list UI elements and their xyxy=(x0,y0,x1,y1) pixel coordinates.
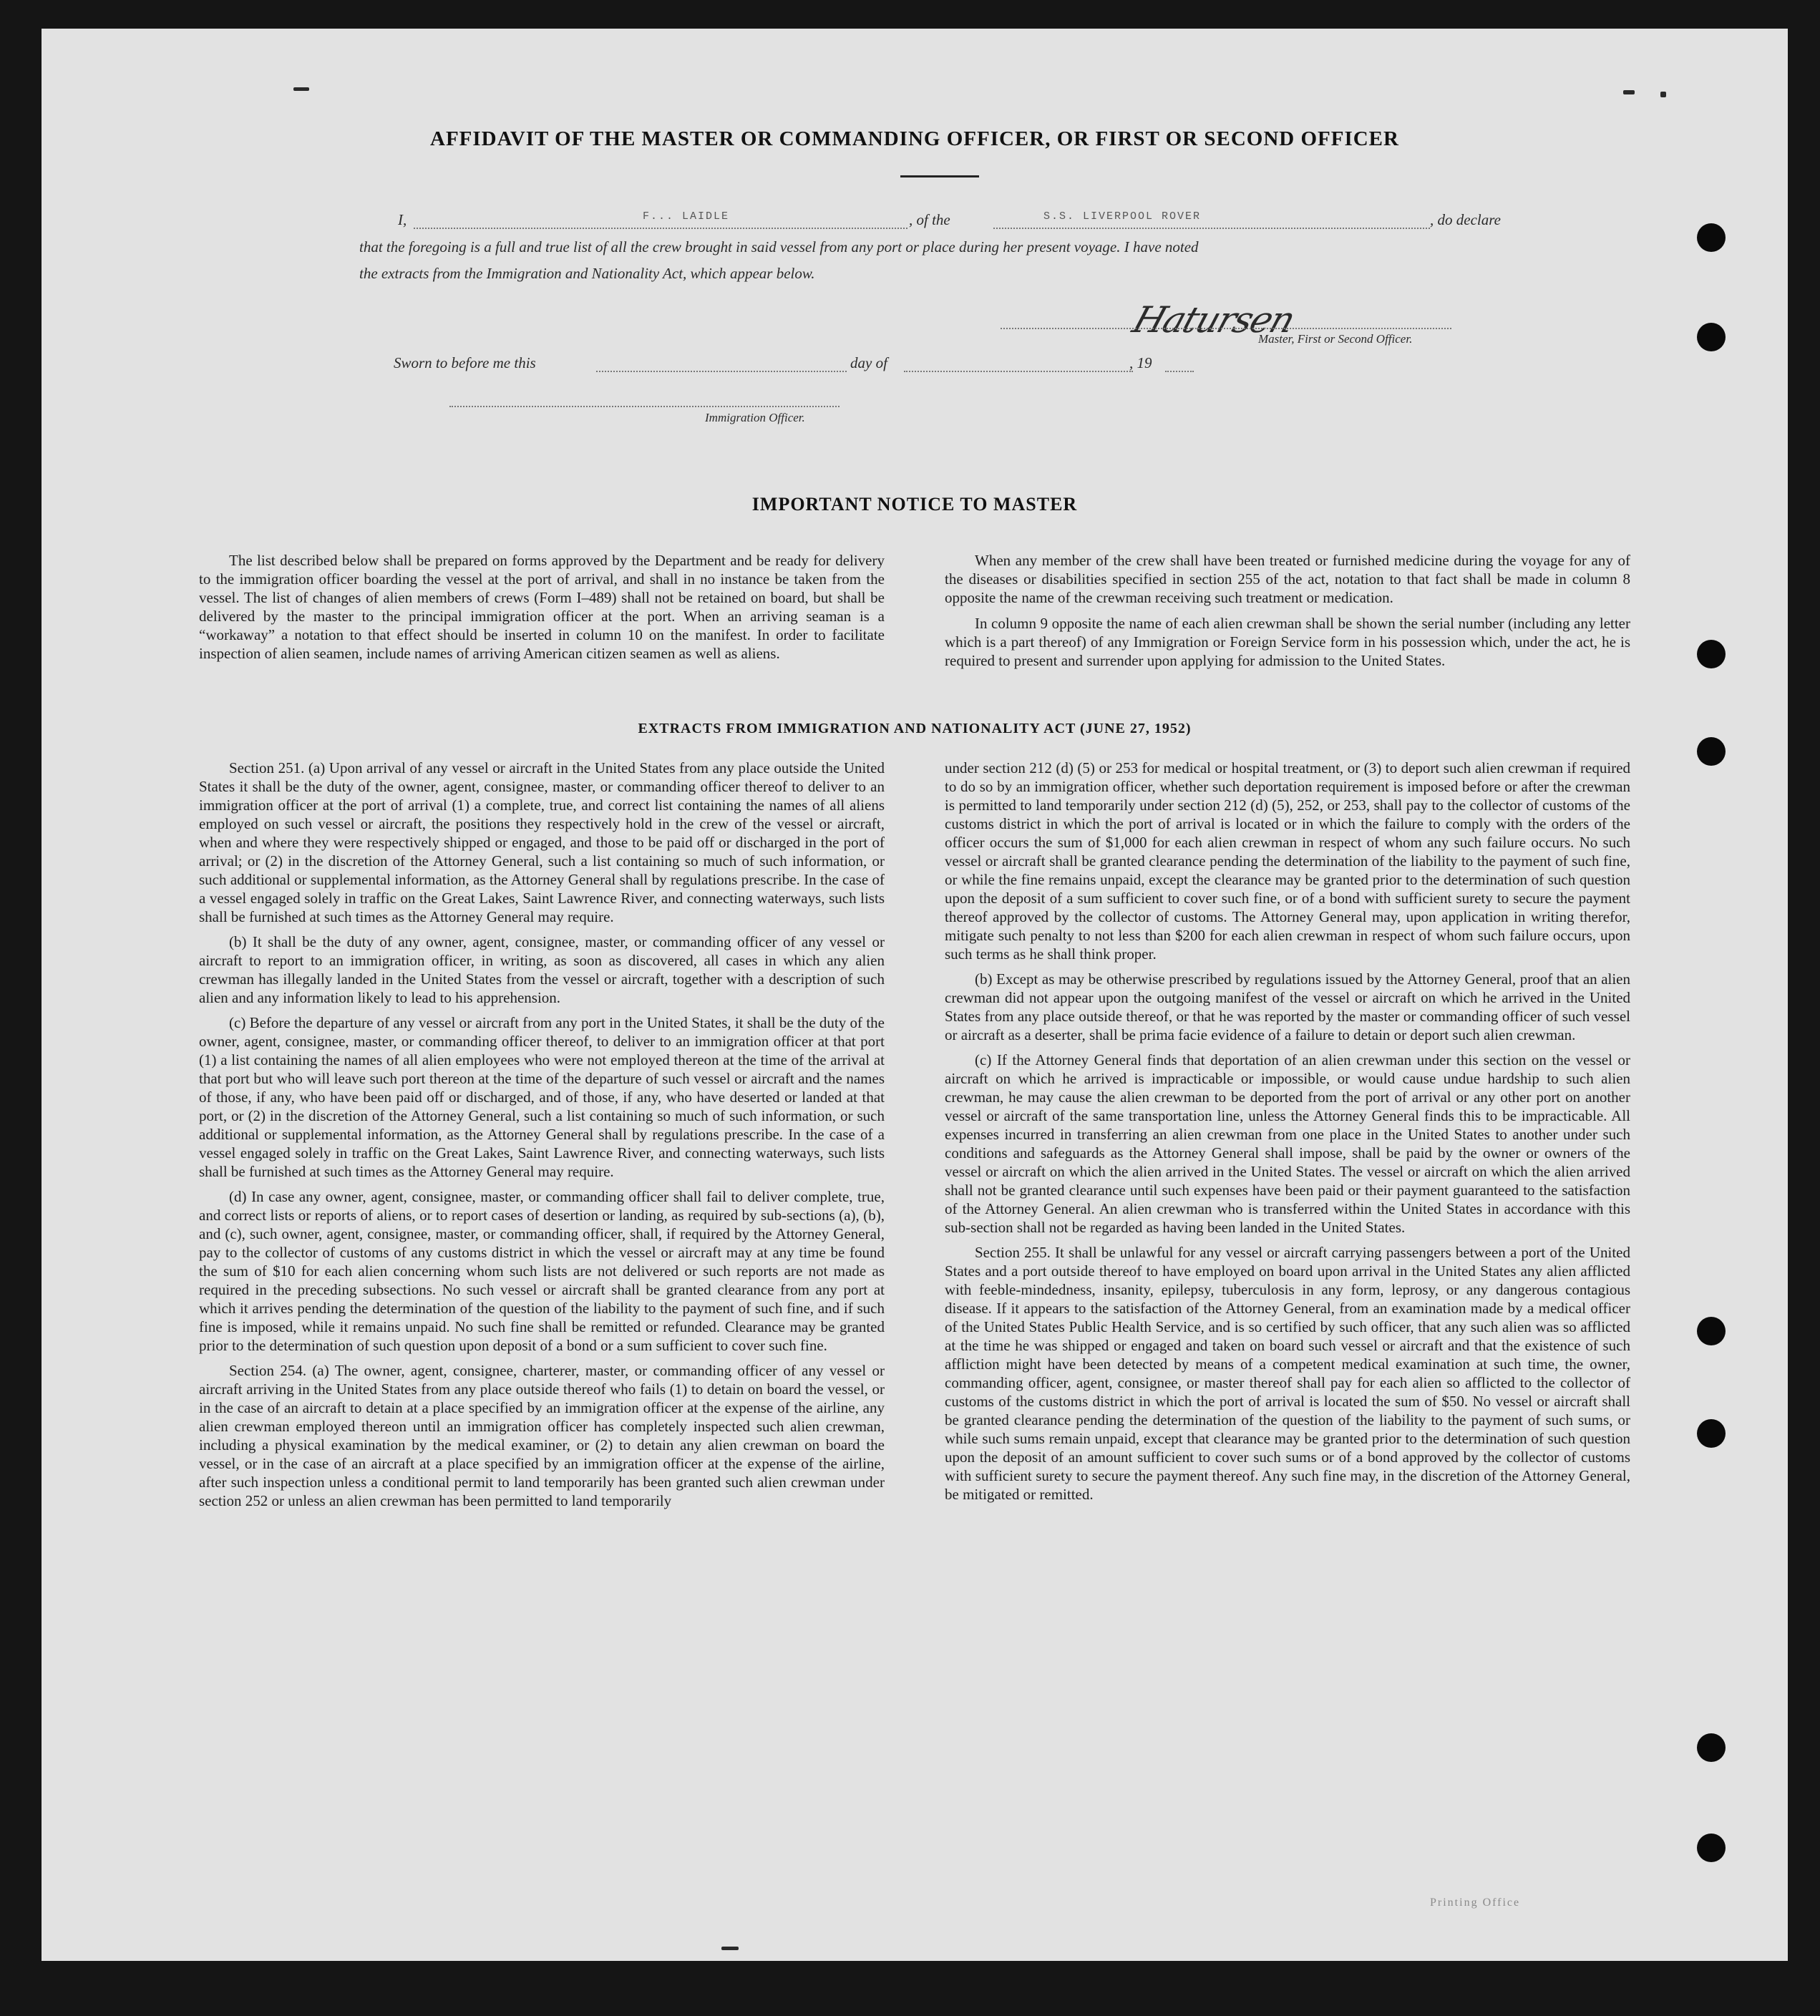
declarant-name-field[interactable]: F... LAIDLE xyxy=(643,210,730,223)
of-the-label: , of the xyxy=(909,211,950,228)
scan-speck xyxy=(1660,92,1666,97)
sworn-year-line xyxy=(1165,371,1194,372)
sworn-prefix: Sworn to before me this xyxy=(394,354,536,371)
punch-hole xyxy=(1697,640,1726,668)
vessel-field-line xyxy=(993,228,1430,229)
section-paragraph: (d) In case any owner, agent, consignee, master, or commanding officer shall fail to deliver complete, true, and correct lists or reports of aliens, or to report cases of desertion or landing, as required by sub-sections (a), (b), and (c), such owner, agent, consignee, master, or commanding officer, shall, if required by the Attorney General, pay to the collector of customs of any customs district in which the vessel or aircraft may at any time be found the sum of $10 for each alien concerning whom such lists are not delivered or such reports are not made as required in the preceding subsections. No such vessel or aircraft shall be granted clearance from any port at which it arrives pending the determination of the question of the liability to the payment of such fine, and if such fine is imposed, while it remains unpaid. No such fine shall be remitted or refunded. Clearance may be granted prior to the determination of such question upon deposit of a bond or a sum sufficient to cover such fine. xyxy=(199,1188,885,1354)
notice-right-column xyxy=(945,551,1630,670)
punch-hole xyxy=(1697,1733,1726,1762)
statement-line-1: that the foregoing is a full and true list of all the crew brought in said vessel from any port or place during her present voyage. I have noted xyxy=(359,238,1199,255)
extracts-left-column xyxy=(199,759,885,1510)
section-paragraph: (b) Except as may be otherwise prescribed by regulations issued by the Attorney General, proof that an alien crewman did not appear upon the outgoing manifest of the vessel or aircraft on which he arrived in the United States from any place outside thereof, or that he was reported by the master or commanding officer of such vessel or aircraft as a deserter, shall be prima facie evidence of a failure to detain or deport such alien crewman. xyxy=(945,970,1630,1043)
section-paragraph: Section 254. (a) The owner, agent, consignee, charterer, master, or commanding officer of any vessel or aircraft arriving in the United States from any place outside thereof who fails (1) to detain on board the vessel, or in the case of an aircraft to detain at a place specified by an immigration officer at the expense of the airline, any alien crewman employed thereon until an immigration officer has completely inspected such alien crewman, including a physical examination by the medical examiner, or (2) to detain any alien crewman on board the vessel, or in the case of an aircraft at a place specified by an immigration officer at the expense of the airline, after such inspection unless a conditional permit to land temporarily has been granted such alien crewman under section 252 or unless an alien crewman has been permitted to land temporarily xyxy=(199,1362,885,1509)
name-field-line xyxy=(414,228,907,229)
notice-title: IMPORTANT NOTICE TO MASTER xyxy=(751,494,1078,515)
printer-imprint: Printing Office xyxy=(1430,1896,1521,1909)
punch-hole xyxy=(1697,323,1726,351)
year-prefix: , 19 xyxy=(1129,354,1152,371)
extracts-title: EXTRACTS FROM IMMIGRATION AND NATIONALITY ACT (JUNE 27, 1952) xyxy=(638,721,1192,736)
notice-paragraph: The list described below shall be prepared on forms approved by the Department and be ready for delivery to the immigration officer boarding the vessel at the port of arrival, and shall in no instance be taken from the vessel. The list of changes of alien members of crews (Form I–489) shall not be retained on board, but shall be delivered by the master to the principal immigration officer at the port. When an arriving seaman is a “workaway” a notation to that effect should be inserted in column 10 on the manifest. In order to facilitate inspection of alien seamen, include names of arriving American citizen seamen as well as aliens. xyxy=(199,552,885,662)
punch-hole xyxy=(1697,1317,1726,1345)
section-paragraph: Section 251. (a) Upon arrival of any vessel or aircraft in the United States from any place outside the United States it shall be the duty of the owner, agent, consignee, master, or commanding officer thereof to deliver to an immigration officer at the port of arrival (1) a complete, true, and correct list containing the names of all aliens employed on such vessel or aircraft, the positions they respectively hold in the crew of the vessel or aircraft, when and where they were respectively shipped or engaged, and those to be paid off or discharged in the port of arrival; or (2) in the discretion of the Attorney General, such a list containing so much of such information, or such additional or supplemental information, as the Attorney General shall by regulations prescribe. In the case of a vessel engaged solely in traffic on the Great Lakes, Saint Lawrence River, and connecting waterways, such lists shall be furnished at such times as the Attorney General may require. xyxy=(199,759,885,925)
extracts-right-column xyxy=(945,759,1630,1504)
affidavit-title: AFFIDAVIT OF THE MASTER OR COMMANDING OFFICER, OR FIRST OR SECOND OFFICER xyxy=(430,127,1399,150)
section-paragraph: (c) Before the departure of any vessel or aircraft from any port in the United States, it shall be the duty of the owner, agent, consignee, master, or commanding officer thereof, to deliver to an immigration officer at that port (1) a list containing the names of all alien employees who were not employed thereon at the time of the arrival at that port but who will leave such port thereon at the time of the departure of such vessel or aircraft and the names of those, if any, who have been paid off or discharged, and of those, if any, who have deserted or landed at that port, or (2) in the discretion of the Attorney General, such a list containing so much of such information, or such additional or supplemental information, as the Attorney General shall by regulations prescribe. In the case of a vessel engaged solely in traffic on the Great Lakes, Saint Lawrence River, and connecting waterways, such lists shall be furnished at such times as the Attorney General may require. xyxy=(199,1014,885,1180)
punch-hole xyxy=(1697,1419,1726,1448)
sworn-month-line xyxy=(904,371,1133,372)
signature-caption: Master, First or Second Officer. xyxy=(1258,332,1413,346)
punch-hole xyxy=(1697,1834,1726,1862)
scan-speck xyxy=(293,87,309,91)
officer-signature-line xyxy=(449,406,840,407)
declare-prefix: I, xyxy=(398,211,407,228)
signature-line xyxy=(1001,328,1451,329)
day-of-label: day of xyxy=(850,354,887,371)
do-declare-label: , do declare xyxy=(1430,211,1501,228)
title-underline xyxy=(900,175,979,177)
scan-speck xyxy=(1623,90,1635,94)
section-paragraph: (b) It shall be the duty of any owner, agent, consignee, master, or commanding officer of any vessel or aircraft to report to an immigration officer, in writing, as soon as discovered, all cases in which any alien crewman has illegally landed in the United States from the vessel or aircraft, together with a description of such alien and any information likely to lead to his apprehension. xyxy=(199,933,885,1006)
scan-speck xyxy=(721,1947,739,1950)
document-page xyxy=(42,29,1788,1961)
master-signature: Hatursen xyxy=(1127,299,1300,341)
punch-hole xyxy=(1697,737,1726,766)
sworn-day-line xyxy=(596,371,847,372)
notice-left-column xyxy=(199,551,885,663)
section-paragraph: Section 255. It shall be unlawful for any vessel or aircraft carrying passengers between a port of the United States and a port outside thereof to have employed on board upon arrival in the United States any alien afflicted with feeble-mindedness, insanity, epilepsy, tuberculosis in any form, leprosy, or any dangerous contagious disease. If it appears to the satisfaction of the Attorney General, from an examination made by a medical officer of the United States Public Health Service, and is so certified by such officer, that any such alien was so afflicted at the time he was shipped or engaged and taken on board such vessel or aircraft and that the existence of such affliction might have been detected by means of a competent medical examination at such time, the owner, commanding officer, agent, consignee, or master thereof shall pay for each alien so afflicted to the collector of customs of the customs district in which the port of arrival is located the sum of $50. No vessel or aircraft shall be granted clearance pending the determination of the question of the liability to the payment of such sums, or while such sums remain unpaid, except that clearance may be granted prior to the determination of such question upon the deposit of an amount sufficient to cover such sums or of a bond approved by the collector of customs with sufficient surety to secure the payment thereof. Any such fine may, in the discretion of the Attorney General, be mitigated or remitted. xyxy=(945,1244,1630,1503)
notice-paragraph: When any member of the crew shall have been treated or furnished medicine during the voyage for any of the diseases or disabilities specified in section 255 of the act, notation to that fact shall be made in column 8 opposite the name of the crewman receiving such treatment or medication. xyxy=(945,552,1630,606)
statement-line-2: the extracts from the Immigration and Nationality Act, which appear below. xyxy=(359,265,815,282)
section-paragraph: (c) If the Attorney General finds that deportation of an alien crewman under this section on the vessel or aircraft on which he arrived is impracticable or impossible, or would cause undue hardship to such alien crewman, he may cause the alien crewman to be deported from the port of arrival or any other port on another vessel or aircraft of the same transportation line, unless the Attorney General finds this to be impracticable. All expenses incurred in transferring an alien crewman from one place in the United States to another under such conditions and safeguards as the Attorney General shall impose, shall be paid by the owner or owners of the vessel or aircraft on which the alien arrived in the United States. The vessel or aircraft on which the alien arrived shall not be granted clearance until such expenses have been paid or their payment guaranteed to the satisfaction of the Attorney General. An alien crewman who is transferred within the United States in accordance with this sub-section shall not be regarded as having been landed in the United States. xyxy=(945,1051,1630,1236)
punch-hole xyxy=(1697,223,1726,252)
vessel-name-field[interactable]: S.S. LIVERPOOL ROVER xyxy=(1043,210,1202,223)
officer-caption: Immigration Officer. xyxy=(705,411,805,424)
notice-paragraph: In column 9 opposite the name of each alien crewman shall be shown the serial number (including any letter which is a part thereof) of any Immigration or Foreign Service form in his possession which, under the act, he is required to present and surrender upon applying for admission to the United States. xyxy=(945,615,1630,669)
section-paragraph: under section 212 (d) (5) or 253 for medical or hospital treatment, or (3) to deport such alien crewman if required to do so by an immigration officer, whether such deportation requirement is imposed before or after the crewman is permitted to land temporarily under section 212 (d) (5), 252, or 253, shall pay to the collector of customs of the customs district in which the port of arrival is located or in which the failure to comply with the orders of the officer occurs the sum of $1,000 for each alien crewman in respect of whom any such failure occurs. No such vessel or aircraft shall be granted clearance pending the determination of the liability to the payment of such fine, or while the fine remains unpaid, except the clearance may be granted prior to the determination of such question upon the deposit of a sum sufficient to cover such fine, or of a bond with sufficient surety to secure the payment thereof approved by the collector of customs. The Attorney General may, upon application in writing therefor, mitigate such penalty to not less than $200 for each alien crewman in respect of whom such failure occurs, upon such terms as he shall think proper. xyxy=(945,759,1630,963)
